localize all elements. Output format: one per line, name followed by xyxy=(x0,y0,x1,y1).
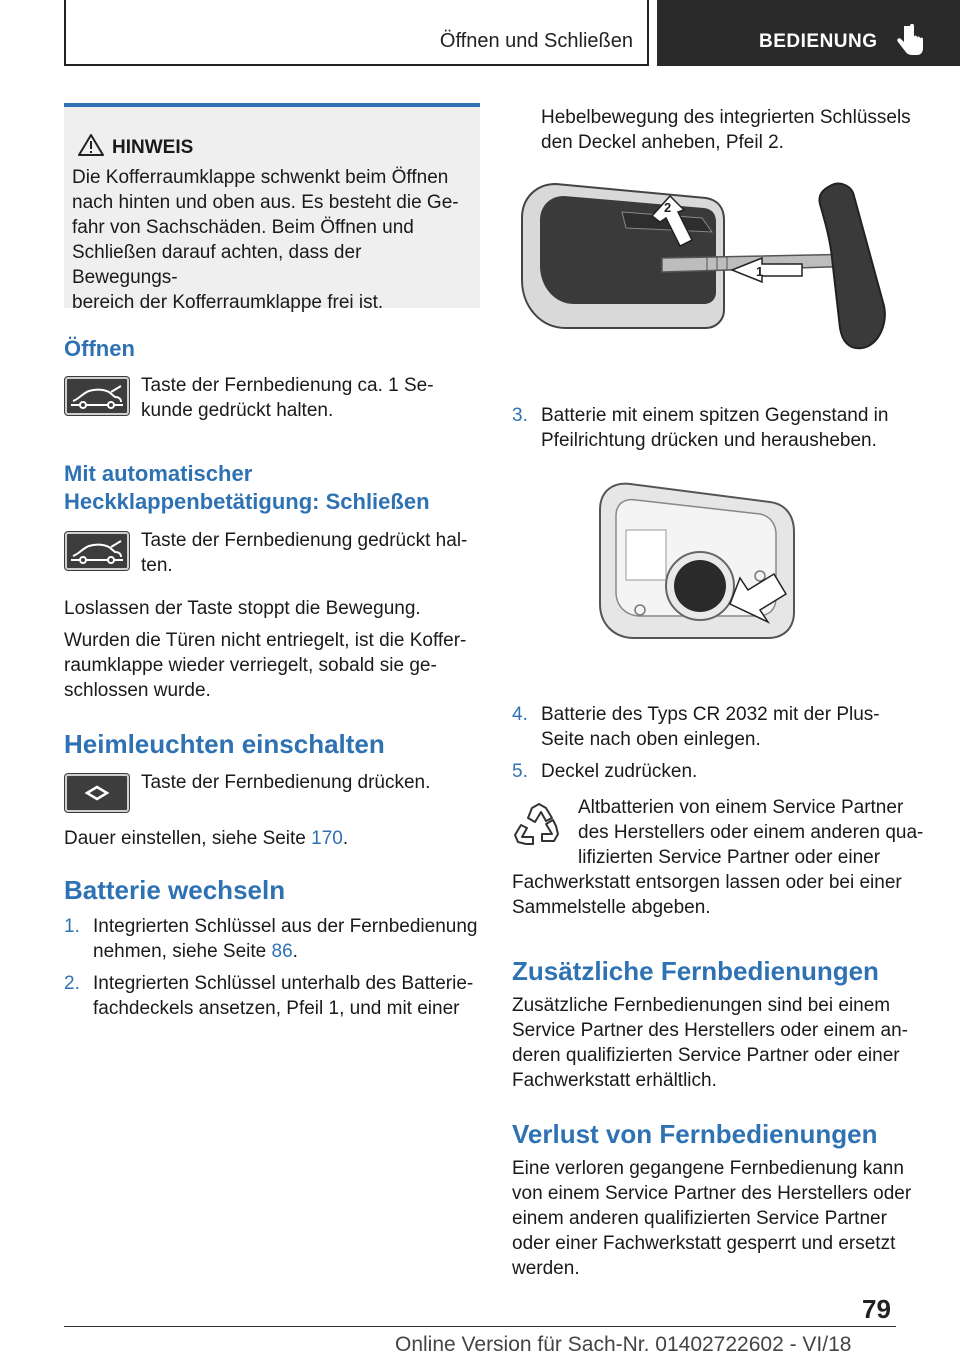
text-line: werden. xyxy=(512,1258,580,1279)
page-number: 79 xyxy=(862,1294,891,1324)
text-line: Seite nach oben einlegen. xyxy=(541,729,761,750)
car-tailgate-icon xyxy=(67,379,127,413)
step5-text: Deckel zudrücken. xyxy=(541,761,698,782)
text-line: Service Partner des Herstellers oder einem an- xyxy=(512,1020,909,1041)
step2-continued xyxy=(541,105,911,155)
text-line: Batterie des Typs CR 2032 mit der Plus- xyxy=(541,704,880,725)
notice-box xyxy=(64,103,480,313)
automatic-text xyxy=(141,528,467,578)
text-line: Integrierten Schlüssel unterhalb des Batterie- xyxy=(93,973,474,994)
footer-text: Online Version für Sach-Nr. 01402722602 - VI/18 xyxy=(395,1333,852,1356)
page-link-86[interactable]: 86 xyxy=(271,941,293,962)
step2-text xyxy=(93,971,473,1021)
text-line: Pfeilrichtung drücken und herausheben. xyxy=(541,430,877,451)
dauer-suffix: . xyxy=(342,828,349,849)
battery-compartment-illustration xyxy=(590,480,810,660)
zusaetzliche-text xyxy=(512,993,908,1093)
text-line: ten. xyxy=(141,555,173,576)
text-line: fachdeckels ansetzen, Pfeil 1, und mit einer xyxy=(93,998,460,1019)
text-line: deren qualifizierten Service Partner oder einer xyxy=(512,1045,900,1066)
step4-text xyxy=(541,702,880,752)
text-line: des Herstellers oder einem anderen qua- xyxy=(578,822,924,843)
step-number: 5. xyxy=(512,761,528,782)
text-line: schlossen wurde. xyxy=(64,680,211,701)
dauer-prefix: Dauer einstellen, siehe Seite xyxy=(64,828,312,849)
text-line: Hebelbewegung des integrierten Schlüssels xyxy=(541,107,911,128)
hand-pointer-icon xyxy=(895,24,925,58)
text-line: Wurden die Türen nicht entriegelt, ist die Koffer- xyxy=(64,630,467,651)
heading-automatic-line1: Mit automatischer xyxy=(64,461,253,486)
recycle-icon xyxy=(512,800,566,854)
key-fob-open-illustration xyxy=(512,178,912,376)
text-fragment: . xyxy=(292,941,298,962)
oeffnen-text xyxy=(141,373,434,423)
heading-automatic-line2: Heckklappenbetätigung: Schließen xyxy=(64,489,430,514)
step-number: 2. xyxy=(64,973,80,994)
text-line: lifizierten Service Partner oder einer xyxy=(578,847,881,868)
notice-title: HINWEIS xyxy=(112,137,194,158)
text-line: Taste der Fernbedienung gedrückt hal- xyxy=(141,530,468,551)
text-line: von einem Service Partner des Herstellers oder xyxy=(512,1183,912,1204)
footer-divider xyxy=(64,1326,896,1327)
text-line: einem anderen qualifizierten Service Partner xyxy=(512,1208,887,1229)
notice-line: nach hinten und oben aus. Es besteht die Ge- xyxy=(72,192,459,213)
notice-line: fahr von Sachschäden. Beim Öffnen und xyxy=(72,217,414,238)
text-line: raumklappe wieder verriegelt, sobald sie ge- xyxy=(64,655,437,676)
verlust-text xyxy=(512,1156,911,1281)
tailgate-key-button xyxy=(65,377,129,415)
heimleuchten-text: Taste der Fernbedienung drücken. xyxy=(141,772,431,793)
text-line: Fachwerkstatt erhältlich. xyxy=(512,1070,717,1091)
warning-icon xyxy=(78,134,104,156)
heading-zusaetzliche: Zusätzliche Fernbedienungen xyxy=(512,956,879,986)
recycle-text-full xyxy=(512,870,902,920)
header-chapter-box xyxy=(657,0,960,66)
text-fragment: nehmen, siehe Seite xyxy=(93,941,272,962)
tailgate-key-button xyxy=(65,532,129,570)
text-line: Batterie mit einem spitzen Gegenstand in xyxy=(541,405,889,426)
recycle-text xyxy=(578,795,923,870)
notice-line: Schließen darauf achten, dass der Bewegungs- xyxy=(72,242,362,288)
automatic-para1: Loslassen der Taste stoppt die Bewegung. xyxy=(64,598,421,619)
light-key-button xyxy=(65,774,129,812)
step1-text xyxy=(93,914,477,964)
arrow-label-1: 1 xyxy=(756,264,764,279)
text-line: oder einer Fachwerkstatt gesperrt und ersetzt xyxy=(512,1233,896,1254)
notice-body xyxy=(72,165,472,315)
diamond-light-icon xyxy=(67,776,127,810)
text-line: Altbatterien von einem Service Partner xyxy=(578,797,904,818)
header-chapter-title: BEDIENUNG xyxy=(759,31,878,52)
heading-batterie: Batterie wechseln xyxy=(64,875,286,905)
text-line: den Deckel anheben, Pfeil 2. xyxy=(541,132,784,153)
text-line: Fachwerkstatt entsorgen lassen oder bei einer xyxy=(512,872,902,893)
page-link-170[interactable]: 170 xyxy=(311,828,343,849)
heading-oeffnen: Öffnen xyxy=(64,336,135,361)
text-line: Zusätzliche Fernbedienungen sind bei einem xyxy=(512,995,891,1016)
automatic-para2 xyxy=(64,628,466,703)
step-number: 4. xyxy=(512,704,528,725)
text-line: Eine verloren gegangene Fernbedienung kann xyxy=(512,1158,904,1179)
notice-line: bereich der Kofferraumklappe frei ist. xyxy=(72,292,384,313)
text-line: Taste der Fernbedienung ca. 1 Se- xyxy=(141,375,434,396)
step-number: 3. xyxy=(512,405,528,426)
text-line xyxy=(93,939,477,964)
header-section-box xyxy=(64,0,649,66)
step3-text xyxy=(541,403,888,453)
car-tailgate-icon xyxy=(67,534,127,568)
step-number: 1. xyxy=(64,916,80,937)
header-section-title: Öffnen und Schließen xyxy=(439,30,633,52)
heading-heimleuchten: Heimleuchten einschalten xyxy=(64,729,385,759)
text-line: Sammelstelle abgeben. xyxy=(512,897,711,918)
dauer-text xyxy=(64,826,348,851)
notice-line: Die Kofferraumklappe schwenkt beim Öffnen xyxy=(72,167,449,188)
arrow-label-2: 2 xyxy=(664,200,672,215)
text-line: kunde gedrückt halten. xyxy=(141,400,334,421)
text-line: Integrierten Schlüssel aus der Fernbedienung xyxy=(93,916,478,937)
heading-verlust: Verlust von Fernbedienungen xyxy=(512,1119,878,1149)
